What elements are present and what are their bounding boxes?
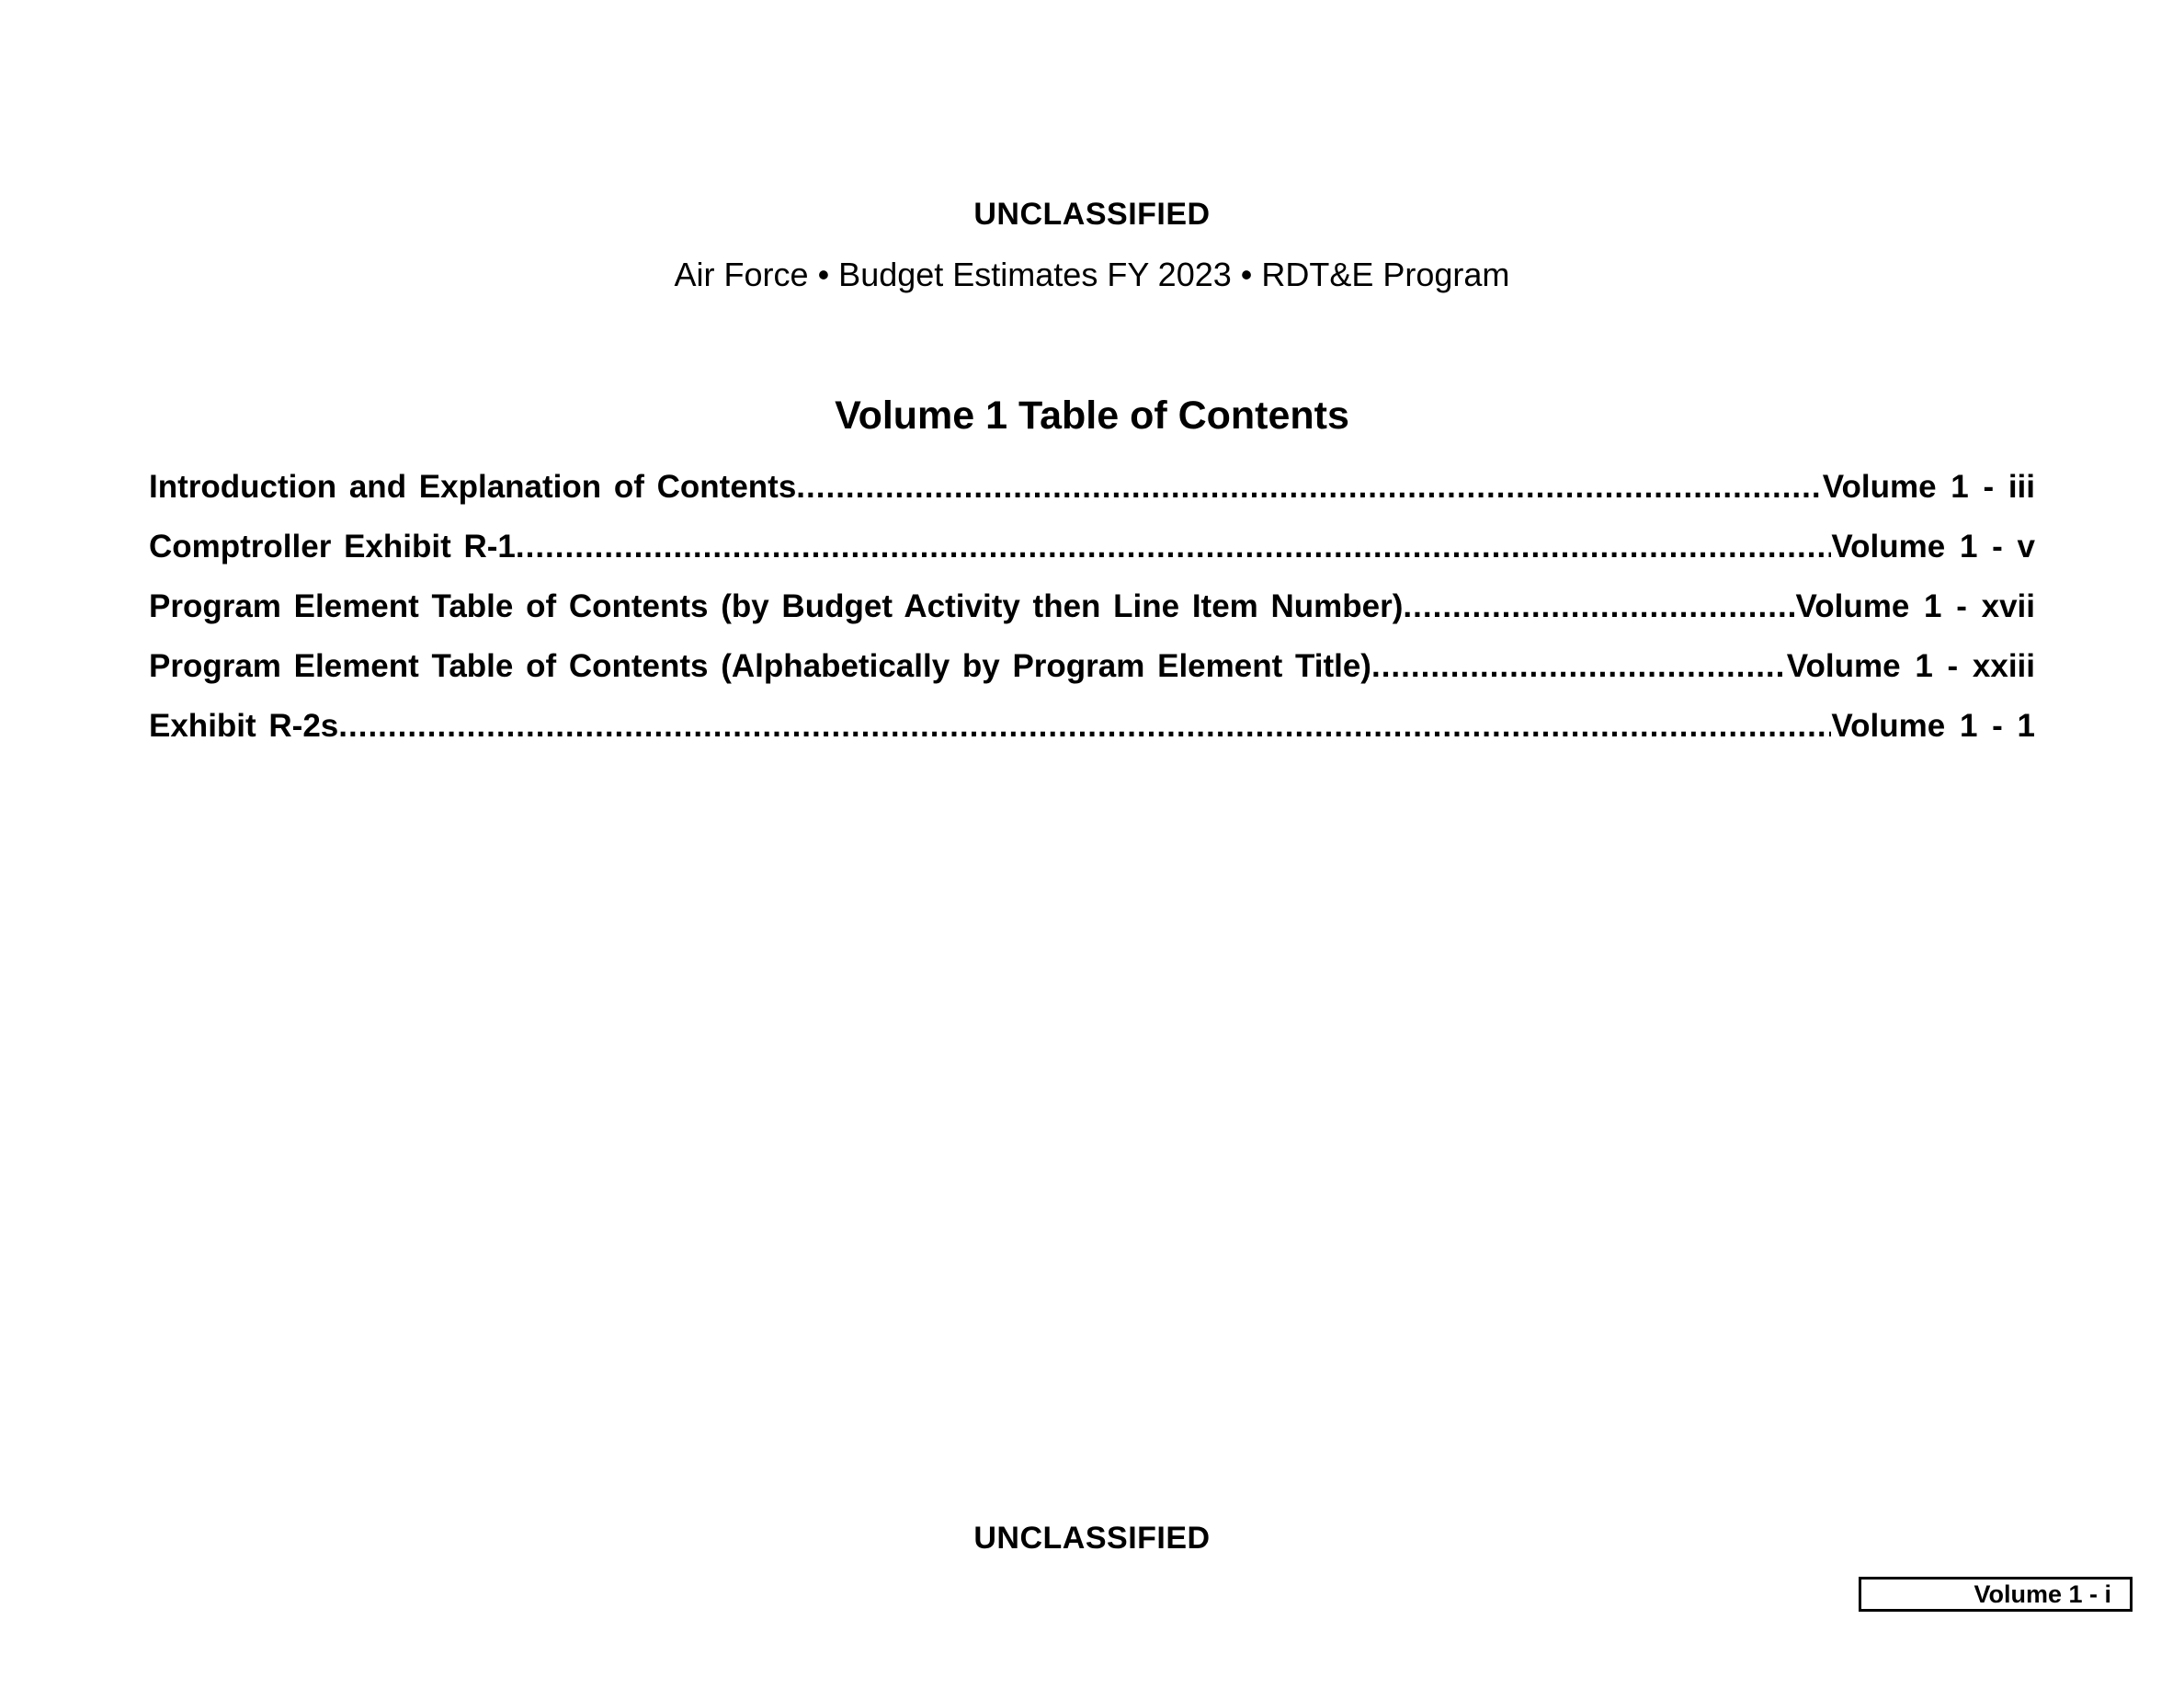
toc-entry-page: Volume 1 - iii	[1822, 469, 2035, 505]
toc-entry-page: Volume 1 - xxiii	[1786, 648, 2035, 684]
document-subtitle: Air Force • Budget Estimates FY 2023 • RDT&E Program	[674, 256, 1510, 293]
page-number-box: Volume 1 - i	[1859, 1577, 2133, 1612]
toc-entry-introduction[interactable]	[149, 469, 2035, 529]
toc-entry-page: Volume 1 - 1	[1831, 708, 2035, 744]
toc-entry-label: Introduction and Explanation of Contents	[149, 469, 797, 505]
toc-entry-page: Volume 1 - v	[1831, 529, 2035, 565]
toc-leader-dots	[796, 469, 1822, 506]
toc-entry-page: Volume 1 - xvii	[1795, 588, 2035, 624]
toc-entry-label: Program Element Table of Contents (by Budget Activity then Line Item Number)	[149, 588, 1404, 624]
classification-footer: UNCLASSIFIED	[973, 1521, 1211, 1556]
toc-leader-dots	[516, 529, 1832, 565]
toc-entry-label: Program Element Table of Contents (Alphabetically by Program Element Title)	[149, 648, 1371, 684]
toc-entry-comptroller-r1[interactable]	[149, 529, 2035, 588]
toc-title: Volume 1 Table of Contents	[835, 393, 1349, 438]
toc-entry-pe-by-budget-activity[interactable]	[149, 588, 2035, 648]
toc-leader-dots	[1371, 648, 1787, 685]
toc-leader-dots	[338, 708, 1831, 745]
classification-header: UNCLASSIFIED	[973, 197, 1211, 232]
toc-entry-pe-alphabetical[interactable]	[149, 648, 2035, 708]
toc-entry-exhibit-r2s[interactable]	[149, 708, 2035, 768]
toc-entry-label: Exhibit R-2s	[149, 708, 339, 744]
toc-list	[149, 469, 2035, 768]
toc-leader-dots	[1403, 588, 1795, 625]
toc-entry-label: Comptroller Exhibit R-1	[149, 529, 516, 565]
